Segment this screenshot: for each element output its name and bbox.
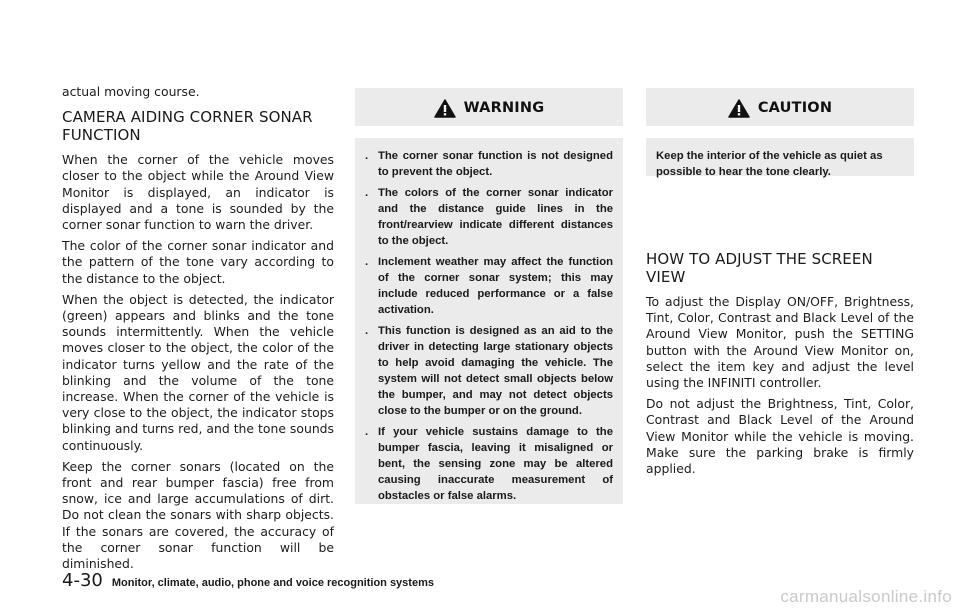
warning-triangle-icon [728,99,750,118]
paragraph: Keep the corner sonars (located on the front and rear bumper fascia) free from snow, ice and large accumulations of dirt. Do not clean the sonars with sharp objects. If the sonars are covered, the accuracy of the corner sonar function will be diminished. [62,458,334,572]
warning-triangle-icon [434,99,456,118]
list-item-text: The corner sonar function is not designed to prevent the object. [378,150,613,178]
footer-section-title: Monitor, climate, audio, phone and voice recognition systems [111,577,434,589]
section-heading-corner-sonar: CAMERA AIDING CORNER SONAR FUNCTION [62,108,313,145]
page-footer [62,570,434,591]
warning-body [365,138,613,504]
list-item-text: If your vehicle sustains damage to the bumper fascia, leaving it misaligned or bent, the sensing zone may be altered causing inaccurate measurement of obstacles or false alarms. [378,426,613,502]
divider [355,126,623,138]
paragraph: Do not adjust the Brightness, Tint, Color, Contrast and Black Level of the Around View Monitor while the vehicle is moving. Make sure the parking brake is firmly applied. [646,396,914,477]
paragraph: When the object is detected, the indicator (green) appears and blinks and the tone sounds intermittently. When the vehicle moves closer to the object, the color of the indicator turns yellow and the rate of the blinking and the volume of the tone increase. When the corner of the vehicle is very close to the object, the indicator stops blinking and turns red, and the tone sounds continuously. [62,291,334,453]
list-item [365,185,613,249]
section-heading-screen-view: HOW TO ADJUST THE SCREEN VIEW [646,250,873,286]
caution-title: CAUTION [757,100,833,116]
list-item [365,424,613,504]
warning-list [365,142,613,504]
column-right [646,88,914,482]
page-number: 4-30 [62,570,103,591]
list-item-text: Inclement weather may affect the function of the corner sonar system; this may include reduced performance or a false activation. [378,256,613,316]
column-middle [355,88,623,504]
paragraph: To adjust the Display ON/OFF, Brightness, Tint, Color, Contrast and Black Level of the Around View Monitor, push the SETTING button with the Around View Monitor on, select the item key and adjust the level using the INFINITI controller. [646,294,914,391]
caution-box [646,88,914,176]
list-item-text: This function is designed as an aid to the driver in detecting large stationary objects to help avoid damaging the vehicle. The system will not detect small objects below the bumper, and may not detect objects close to the bumper or on the ground. [378,325,613,417]
intro-text: actual moving course. [62,84,200,99]
warning-box [355,88,623,504]
bullet: . [365,325,369,337]
divider [646,126,914,138]
list-item-text: The colors of the corner sonar indicator and the distance guide lines in the front/rearview indicate different distances to the object. [378,187,613,247]
warning-header [355,88,623,126]
bullet: . [365,187,369,199]
watermark: carmanualsonline.info [780,587,952,606]
warning-title: WARNING [463,100,545,116]
bullet: . [365,150,369,162]
list-item [365,148,613,180]
paragraph: When the corner of the vehicle moves closer to the object while the Around View Monitor is displayed, an indicator is displayed and a tone is sounded by the corner sonar function to warn the driver. [62,152,334,233]
caution-text: Keep the interior of the vehicle as quiet as possible to hear the tone clearly. [656,150,883,178]
caution-header [646,88,914,126]
column-left [62,84,334,577]
paragraph: The color of the corner sonar indicator and the pattern of the tone vary according to the distance to the object. [62,238,334,286]
list-item [365,323,613,419]
list-item [365,254,613,318]
bullet: . [365,256,369,268]
bullet: . [365,426,369,438]
